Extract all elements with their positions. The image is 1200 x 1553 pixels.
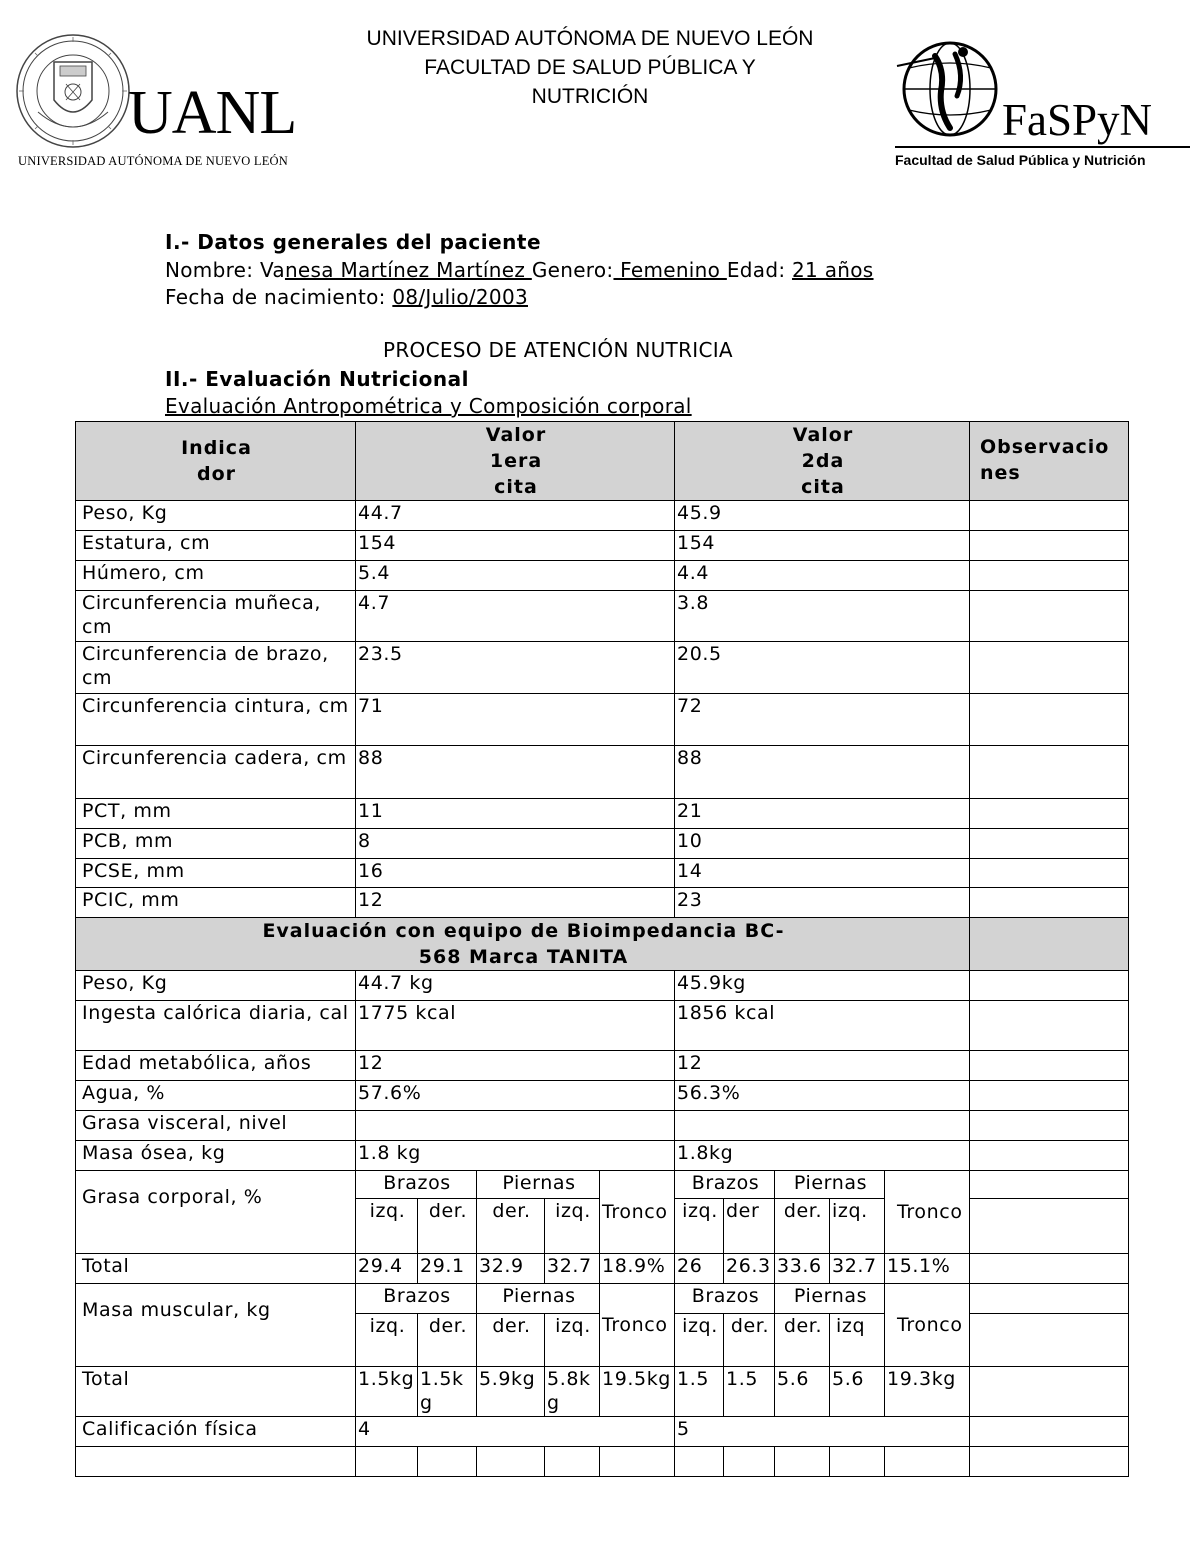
izq-label: izq. xyxy=(356,1314,418,1367)
bioimpedance-header-text: 568 Marca TANITA xyxy=(418,946,629,968)
header-text: cita xyxy=(801,476,845,498)
table-row xyxy=(76,1001,1129,1051)
row-label: Grasa visceral, nivel xyxy=(76,1111,356,1141)
header-text: Valor xyxy=(792,424,854,446)
masa-value: 19.5kg xyxy=(600,1367,675,1417)
bioimpedance-header xyxy=(76,918,970,971)
piernas-header: Piernas xyxy=(477,1171,600,1199)
value-cita-2: 4.4 xyxy=(675,561,970,591)
grasa-total-row xyxy=(76,1254,1129,1284)
masa-label: Masa muscular, kg xyxy=(76,1284,356,1367)
observaciones-cell xyxy=(970,746,1129,799)
masa-value: 5.9kg xyxy=(477,1367,545,1417)
grasa-value: 18.9% xyxy=(600,1254,675,1284)
value-cita-1: 57.6% xyxy=(356,1081,675,1111)
table-row xyxy=(76,1141,1129,1171)
process-title: PROCESO DE ATENCIÓN NUTRICIA xyxy=(383,338,733,362)
empty-cell xyxy=(545,1447,600,1477)
header-indicador xyxy=(76,422,356,501)
faspyn-divider xyxy=(895,146,1190,148)
der-label: der xyxy=(724,1199,775,1254)
value-cita-2: 10 xyxy=(675,829,970,859)
value-cita-2: 72 xyxy=(675,694,970,746)
value-cita-1: 1775 kcal xyxy=(356,1001,675,1051)
observaciones-cell xyxy=(970,561,1129,591)
brazos-header: Brazos xyxy=(356,1284,477,1314)
genero-label: Genero: xyxy=(531,258,614,282)
piernas-header: Piernas xyxy=(775,1284,885,1314)
table-row xyxy=(76,501,1129,531)
value-cita-2: 23 xyxy=(675,888,970,918)
row-label: PCT, mm xyxy=(76,799,356,829)
brazos-header: Brazos xyxy=(675,1284,775,1314)
value-cita-2: 14 xyxy=(675,859,970,888)
observaciones-cell xyxy=(970,1367,1129,1417)
observaciones-cell xyxy=(970,859,1129,888)
empty-cell xyxy=(600,1447,675,1477)
table-row xyxy=(76,1111,1129,1141)
university-title xyxy=(320,24,860,111)
tronco-header: Tronco xyxy=(600,1171,675,1254)
value-cita-1 xyxy=(356,1111,675,1141)
observaciones-cell xyxy=(970,888,1129,918)
row-label: Masa ósea, kg xyxy=(76,1141,356,1171)
der-label: der. xyxy=(724,1314,775,1367)
brazos-header: Brazos xyxy=(675,1171,775,1199)
genero-value: Femenino xyxy=(613,258,727,282)
bioimpedance-header-text: Evaluación con equipo de Bioimpedancia BC- xyxy=(262,920,785,942)
observaciones-cell xyxy=(970,591,1129,642)
value-cita-1: 4.7 xyxy=(356,591,675,642)
tronco-header: Tronco xyxy=(885,1284,970,1367)
value-cita-1: 44.7 xyxy=(356,501,675,531)
masa-value: 1.5 xyxy=(724,1367,775,1417)
row-label: PCIC, mm xyxy=(76,888,356,918)
edad-label: Edad: xyxy=(726,258,793,282)
total-label: Total xyxy=(76,1254,356,1284)
observaciones-cell xyxy=(970,501,1129,531)
value-cita-1: 12 xyxy=(356,888,675,918)
header-text: Observacio xyxy=(980,436,1110,458)
header-valor-1 xyxy=(356,422,675,501)
fecha-value: 08/Julio/2003 xyxy=(392,285,528,309)
izq-label: izq xyxy=(830,1314,885,1367)
table-row xyxy=(76,561,1129,591)
value-cita-2: 20.5 xyxy=(675,642,970,694)
value-cita-1: 71 xyxy=(356,694,675,746)
observaciones-cell xyxy=(970,1314,1129,1367)
table-row xyxy=(76,1051,1129,1081)
der-label: der. xyxy=(775,1199,830,1254)
edad-value: 21 años xyxy=(792,258,874,282)
calificacion-label: Calificación física xyxy=(76,1417,356,1447)
empty-cell xyxy=(356,1447,418,1477)
observaciones-cell xyxy=(970,1254,1129,1284)
observaciones-cell xyxy=(970,1141,1129,1171)
header-text: 2da xyxy=(801,450,845,472)
uanl-caption: UNIVERSIDAD AUTÓNOMA DE NUEVO LEÓN xyxy=(18,154,288,168)
row-label: Circunferencia muñeca, cm xyxy=(76,591,356,642)
row-label: Húmero, cm xyxy=(76,561,356,591)
izq-label: izq. xyxy=(356,1199,418,1254)
grasa-value: 26 xyxy=(675,1254,724,1284)
masa-subheader-row xyxy=(76,1284,1129,1314)
row-label: PCSE, mm xyxy=(76,859,356,888)
table-row xyxy=(76,971,1129,1001)
table-row xyxy=(76,694,1129,746)
observaciones-cell xyxy=(970,1001,1129,1051)
value-cita-1: 88 xyxy=(356,746,675,799)
university-title-line: UNIVERSIDAD AUTÓNOMA DE NUEVO LEÓN xyxy=(366,27,814,50)
observaciones-cell xyxy=(970,531,1129,561)
value-cita-2: 1.8kg xyxy=(675,1141,970,1171)
value-cita-2: 154 xyxy=(675,531,970,561)
evaluation-table xyxy=(75,421,1129,1477)
empty-cell xyxy=(970,1447,1129,1477)
row-label: Peso, Kg xyxy=(76,501,356,531)
grasa-value: 29.1 xyxy=(418,1254,477,1284)
value-cita-1: 4 xyxy=(356,1417,675,1447)
observaciones-cell xyxy=(970,1284,1129,1314)
value-cita-1: 8 xyxy=(356,829,675,859)
evaluation-subtitle: II.- Evaluación Nutricional xyxy=(165,367,469,391)
izq-label: izq. xyxy=(545,1314,600,1367)
uanl-logo-text: UANL xyxy=(128,79,297,147)
observaciones-cell xyxy=(970,829,1129,859)
observaciones-cell xyxy=(970,694,1129,746)
masa-value: 19.3kg xyxy=(885,1367,970,1417)
value-cita-1: 23.5 xyxy=(356,642,675,694)
izq-label: izq. xyxy=(830,1199,885,1254)
table-row xyxy=(76,829,1129,859)
observaciones-cell xyxy=(970,1051,1129,1081)
table-row xyxy=(76,642,1129,694)
value-cita-2: 1856 kcal xyxy=(675,1001,970,1051)
table-row xyxy=(76,1081,1129,1111)
izq-label: izq. xyxy=(675,1314,724,1367)
patient-section-title: I.- Datos generales del paciente xyxy=(165,230,542,254)
empty-cell xyxy=(775,1447,830,1477)
row-label: Circunferencia de brazo, cm xyxy=(76,642,356,694)
patient-name-line xyxy=(165,258,874,282)
masa-value: 5.8kg xyxy=(545,1367,600,1417)
value-cita-2 xyxy=(675,1111,970,1141)
header-text: Valor xyxy=(485,424,547,446)
observaciones-cell xyxy=(970,1171,1129,1199)
grasa-subheader-row xyxy=(76,1171,1129,1199)
empty-cell xyxy=(675,1447,724,1477)
row-label: PCB, mm xyxy=(76,829,356,859)
table-row xyxy=(76,799,1129,829)
value-cita-2: 3.8 xyxy=(675,591,970,642)
table-row xyxy=(76,591,1129,642)
header-text: cita xyxy=(494,476,538,498)
nombre-value: nesa Martínez Martínez xyxy=(284,258,532,282)
masa-value: 5.6 xyxy=(775,1367,830,1417)
observaciones-cell xyxy=(970,971,1129,1001)
bioimpedance-header-row xyxy=(76,918,1129,971)
value-cita-2: 12 xyxy=(675,1051,970,1081)
row-label: Estatura, cm xyxy=(76,531,356,561)
header-text: dor xyxy=(196,463,237,485)
empty-cell xyxy=(76,1447,356,1477)
grasa-value: 32.9 xyxy=(477,1254,545,1284)
masa-total-row xyxy=(76,1367,1129,1417)
der-label: der. xyxy=(477,1199,545,1254)
value-cita-1: 11 xyxy=(356,799,675,829)
value-cita-1: 16 xyxy=(356,859,675,888)
row-label: Circunferencia cintura, cm xyxy=(76,694,356,746)
header-observaciones xyxy=(970,422,1129,501)
faspyn-globe-logo xyxy=(895,36,1005,144)
grasa-value: 32.7 xyxy=(545,1254,600,1284)
header-text: 1era xyxy=(489,450,543,472)
table-header-row xyxy=(76,422,1129,501)
calificacion-row xyxy=(76,1417,1129,1447)
fecha-label: Fecha de nacimiento: xyxy=(165,285,393,309)
grasa-label: Grasa corporal, % xyxy=(76,1171,356,1254)
masa-value: 1.5 xyxy=(675,1367,724,1417)
table-row xyxy=(76,746,1129,799)
empty-row xyxy=(76,1447,1129,1477)
value-cita-2: 45.9kg xyxy=(675,971,970,1001)
der-label: der. xyxy=(418,1199,477,1254)
bioimpedance-header-blank xyxy=(970,918,1129,971)
grasa-value: 33.6 xyxy=(775,1254,830,1284)
row-label: Circunferencia cadera, cm xyxy=(76,746,356,799)
observaciones-cell xyxy=(970,1199,1129,1254)
row-label: Agua, % xyxy=(76,1081,356,1111)
izq-label: izq. xyxy=(675,1199,724,1254)
anthropometric-subsection-title: Evaluación Antropométrica y Composición corporal xyxy=(165,394,692,418)
observaciones-cell xyxy=(970,642,1129,694)
value-cita-2: 21 xyxy=(675,799,970,829)
grasa-value: 26.3 xyxy=(724,1254,775,1284)
empty-cell xyxy=(418,1447,477,1477)
value-cita-1: 5.4 xyxy=(356,561,675,591)
empty-cell xyxy=(724,1447,775,1477)
grasa-value: 15.1% xyxy=(885,1254,970,1284)
empty-cell xyxy=(885,1447,970,1477)
piernas-header: Piernas xyxy=(477,1284,600,1314)
observaciones-cell xyxy=(970,1417,1129,1447)
header-valor-2 xyxy=(675,422,970,501)
table-row xyxy=(76,859,1129,888)
value-cita-2: 88 xyxy=(675,746,970,799)
observaciones-cell xyxy=(970,799,1129,829)
row-label: Peso, Kg xyxy=(76,971,356,1001)
total-label: Total xyxy=(76,1367,356,1417)
faspyn-logo-text: FaSPyN xyxy=(1002,95,1153,145)
izq-label: izq. xyxy=(545,1199,600,1254)
masa-value: 5.6 xyxy=(830,1367,885,1417)
observaciones-cell xyxy=(970,1111,1129,1141)
tronco-header: Tronco xyxy=(600,1284,675,1367)
masa-value: 1.5kg xyxy=(356,1367,418,1417)
table-row xyxy=(76,531,1129,561)
empty-cell xyxy=(477,1447,545,1477)
table-row xyxy=(76,888,1129,918)
faspyn-caption: Facultad de Salud Pública y Nutrición xyxy=(895,152,1146,168)
piernas-header: Piernas xyxy=(775,1171,885,1199)
patient-birth-line xyxy=(165,285,528,309)
der-label: der. xyxy=(477,1314,545,1367)
nombre-label: Nombre: Va xyxy=(165,258,285,282)
grasa-value: 29.4 xyxy=(356,1254,418,1284)
header-text: nes xyxy=(980,462,1021,484)
tronco-header: Tronco xyxy=(885,1171,970,1254)
university-title-line: NUTRICIÓN xyxy=(531,85,649,108)
masa-value: 1.5kg xyxy=(418,1367,477,1417)
value-cita-2: 5 xyxy=(675,1417,970,1447)
value-cita-2: 56.3% xyxy=(675,1081,970,1111)
value-cita-1: 1.8 kg xyxy=(356,1141,675,1171)
value-cita-1: 154 xyxy=(356,531,675,561)
header-text: Indica xyxy=(181,437,252,459)
empty-cell xyxy=(830,1447,885,1477)
value-cita-1: 44.7 kg xyxy=(356,971,675,1001)
value-cita-1: 12 xyxy=(356,1051,675,1081)
uanl-seal-logo xyxy=(14,32,132,150)
row-label: Ingesta calórica diaria, cal xyxy=(76,1001,356,1051)
der-label: der. xyxy=(418,1314,477,1367)
brazos-header: Brazos xyxy=(356,1171,477,1199)
value-cita-2: 45.9 xyxy=(675,501,970,531)
der-label: der. xyxy=(775,1314,830,1367)
observaciones-cell xyxy=(970,1081,1129,1111)
row-label: Edad metabólica, años xyxy=(76,1051,356,1081)
university-title-line: FACULTAD DE SALUD PÚBLICA Y xyxy=(424,56,756,79)
grasa-value: 32.7 xyxy=(830,1254,885,1284)
